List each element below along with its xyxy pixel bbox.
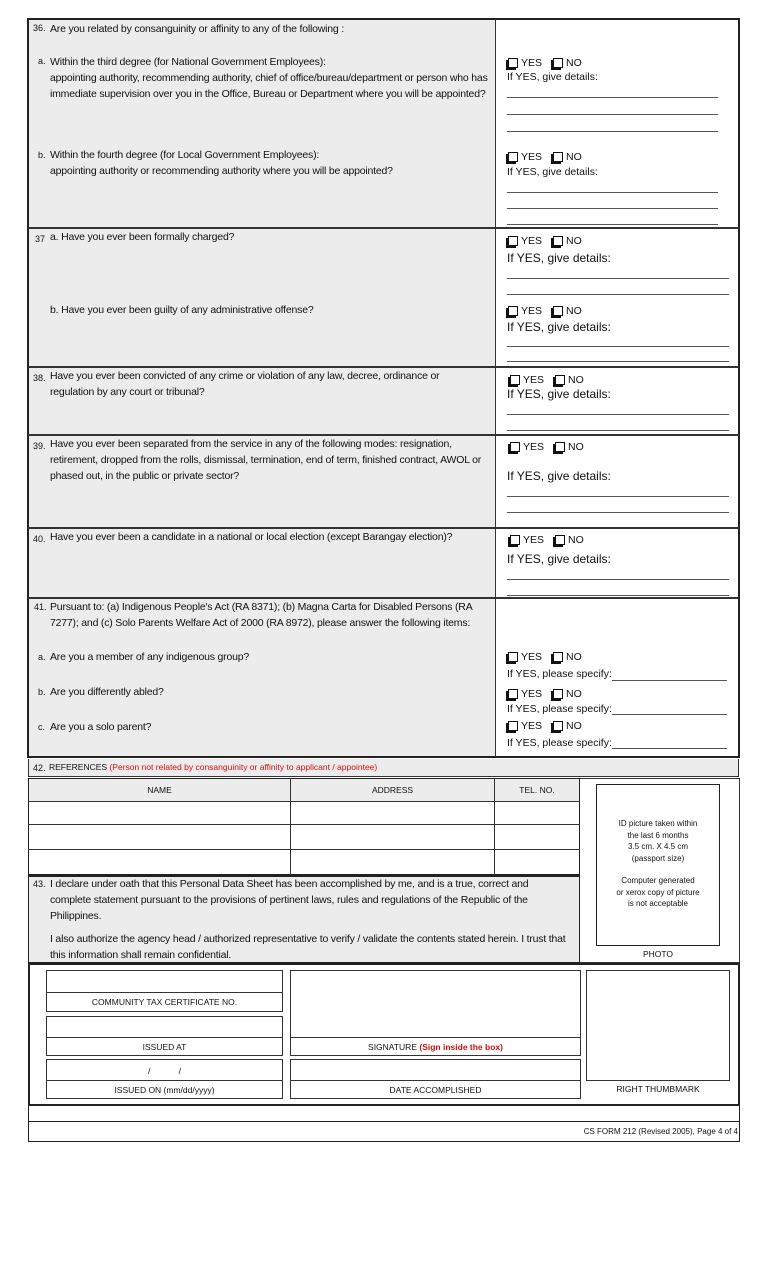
q43-number: 43.: [33, 879, 46, 889]
photo-line-1: ID picture taken within: [618, 819, 698, 828]
q38-details-line-1[interactable]: [507, 414, 729, 415]
ref-row-3-tel[interactable]: [495, 850, 579, 874]
date-accomplished-label: DATE ACCOMPLISHED: [389, 1085, 482, 1095]
yes-label: YES: [521, 305, 543, 317]
ctc-input-box[interactable]: [46, 970, 283, 993]
q41c-specify-label: If YES, please specify:: [507, 737, 612, 749]
no-label: NO: [566, 57, 582, 69]
no-label: NO: [566, 151, 582, 163]
q36a-details-line-2[interactable]: [507, 114, 718, 115]
q41c-letter: c.: [38, 722, 46, 732]
ref-col-address: ADDRESS: [371, 785, 414, 795]
no-label: NO: [566, 235, 582, 247]
q36b-yes-checkbox[interactable]: [508, 152, 518, 162]
q36a-no-checkbox[interactable]: [553, 58, 563, 68]
q38-no-checkbox[interactable]: [555, 375, 565, 385]
photo-line-5: Computer generated: [621, 876, 695, 885]
photo-line-6: or xerox copy of picture: [616, 887, 700, 897]
q41a-specify-label: If YES, please specify:: [507, 668, 612, 680]
q41b-no-checkbox[interactable]: [553, 689, 563, 699]
q40-yes-no: [508, 534, 584, 546]
photo-line-2: the last 6 months: [627, 830, 689, 840]
q36b-letter: b.: [38, 150, 46, 160]
date-accomplished-input-box[interactable]: [290, 1059, 581, 1081]
q40-yes-checkbox[interactable]: [510, 535, 520, 545]
photo-label: PHOTO: [642, 949, 674, 959]
q36b-details-line-1[interactable]: [507, 192, 718, 193]
q36a-details-line-3[interactable]: [507, 131, 718, 132]
yes-label: YES: [521, 720, 543, 732]
q41c-yes-no: [506, 720, 582, 732]
signature-box[interactable]: [290, 970, 581, 1038]
q39-no-checkbox[interactable]: [555, 442, 565, 452]
q36a-details-line-1[interactable]: [507, 97, 718, 98]
q41b-letter: b.: [38, 687, 46, 697]
q36b-details-line-3[interactable]: [507, 224, 718, 225]
issued-on-date-slashes: / /: [147, 1066, 182, 1076]
q42-title-text: REFERENCES: [49, 762, 108, 772]
q36-text: Are you related by consanguinity or affinity to any of the following :: [50, 23, 344, 35]
photo-line-3: 3.5 cm. X 4.5 cm: [627, 842, 689, 851]
signature-label-box: [290, 1037, 581, 1056]
q42-title: [49, 762, 377, 772]
q39-yes-no: [508, 441, 584, 453]
yes-label: YES: [521, 57, 543, 69]
q37a-yes-no: [506, 235, 582, 247]
q37b-yes-no: [506, 305, 582, 317]
q41a-specify-line[interactable]: [612, 680, 727, 681]
q41c-text: Are you a solo parent?: [50, 721, 152, 733]
q37b-details-line-1[interactable]: [507, 346, 729, 347]
q37b-no-checkbox[interactable]: [553, 306, 563, 316]
issued-at-label: ISSUED AT: [142, 1042, 187, 1052]
q40-details-line-1[interactable]: [507, 579, 729, 580]
photo-line-4: (passport size): [631, 853, 685, 863]
q36a-text: appointing authority, recommending authority, chief of office/bureau/department or person who has immediate supervision over you in the Office, Bureau or Department where you will be appointed?: [50, 72, 488, 100]
no-label: NO: [566, 720, 582, 732]
q37b-details-line-2[interactable]: [507, 361, 729, 362]
q38-yes-no: [508, 374, 584, 386]
ref-col-name: NAME: [147, 785, 172, 795]
q36b-details-label: If YES, give details:: [507, 166, 598, 178]
q37b-details-label: If YES, give details:: [507, 320, 611, 334]
q37a-yes-checkbox[interactable]: [508, 236, 518, 246]
no-label: NO: [566, 688, 582, 700]
q40-text: Have you ever been a candidate in a national or local election (except Barangay election)?: [50, 531, 453, 543]
q37a-no-checkbox[interactable]: [553, 236, 563, 246]
q41-text: Pursuant to: (a) Indigenous People's Act (RA 8371); (b) Magna Carta for Disabled Persons (RA 7277); and (c) Solo Parents Welfare Act of 2000 (RA 8972), please answer the following items:: [50, 601, 472, 629]
issued-on-label: ISSUED ON (mm/dd/yyyy): [114, 1085, 215, 1095]
yes-label: YES: [523, 374, 545, 386]
q40-details-label: If YES, give details:: [507, 552, 611, 566]
q38-text: Have you ever been convicted of any crime or violation of any law, decree, ordinance or regulation by any court or tribunal?: [50, 370, 440, 398]
q40-details-line-2[interactable]: [507, 595, 729, 596]
q41a-text: Are you a member of any indigenous group?: [50, 651, 250, 663]
form-footer-text: CS FORM 212 (Revised 2005), Page 4 of 4: [583, 1127, 738, 1136]
yes-label: YES: [521, 151, 543, 163]
q36b-title: Within the fourth degree (for Local Government Employees):: [50, 149, 320, 161]
q43-text-1: I declare under oath that this Personal Data Sheet has been accomplished by me, and is a true, correct and complete statement pursuant to the provisions of pertinent laws, rules and regulations of the Republic of the Philippines.: [50, 878, 529, 922]
q41b-text: Are you differently abled?: [50, 686, 164, 698]
q41c-yes-checkbox[interactable]: [508, 721, 518, 731]
ref-row-1-tel[interactable]: [495, 802, 579, 823]
q36b-text: appointing authority or recommending authority where you will be appointed?: [50, 165, 393, 177]
q36b-yes-no: [506, 151, 582, 163]
ref-row-3-address[interactable]: [291, 850, 493, 874]
q36a-letter: a.: [38, 56, 46, 66]
q41a-yes-no: [506, 651, 582, 663]
no-label: NO: [566, 305, 582, 317]
q38-details-line-2[interactable]: [507, 430, 729, 431]
q41c-specify-line[interactable]: [612, 748, 727, 749]
q38-number: 38.: [33, 373, 46, 383]
q41c-no-checkbox[interactable]: [553, 721, 563, 731]
yes-label: YES: [523, 441, 545, 453]
q37a-details-line-1[interactable]: [507, 278, 729, 279]
q37b-text: b. Have you ever been guilty of any administrative offense?: [50, 304, 314, 316]
signature-label-wrap: [368, 1042, 503, 1052]
signature-label: SIGNATURE: [368, 1042, 417, 1052]
q36a-yes-checkbox[interactable]: [508, 58, 518, 68]
date-accomplished-label-box: [290, 1080, 581, 1099]
ref-row-2-tel[interactable]: [495, 825, 579, 848]
q41a-no-checkbox[interactable]: [553, 652, 563, 662]
yes-label: YES: [521, 688, 543, 700]
no-label: NO: [568, 534, 584, 546]
footer-bar: [28, 1106, 740, 1122]
photo-instructions: [596, 818, 720, 910]
q43-text-2: I also authorize the agency head / authorized representative to verify / validate the contents stated herein. I trust that this information shall remain confidential.: [50, 933, 566, 961]
q36a-title: Within the third degree (for National Government Employees):: [50, 56, 326, 68]
q38-details-label: If YES, give details:: [507, 387, 611, 401]
signature-note: (Sign inside the box): [419, 1042, 503, 1052]
answer-column-divider: [495, 19, 496, 757]
q42-number: 42.: [33, 763, 46, 773]
q37a-details-line-2[interactable]: [507, 294, 729, 295]
q39-yes-checkbox[interactable]: [510, 442, 520, 452]
q37-number: 37: [35, 234, 46, 244]
q36b-no-checkbox[interactable]: [553, 152, 563, 162]
no-label: NO: [568, 441, 584, 453]
q39-details-line-1[interactable]: [507, 496, 729, 497]
q41-number: 41.: [34, 602, 47, 612]
ref-row-2-name[interactable]: [29, 825, 289, 848]
ref-row-1-name[interactable]: [29, 802, 289, 823]
q39-text: Have you ever been separated from the service in any of the following modes: resignation, retirement, dropped from the rolls, dismissal, termination, end of term, finished contract, AWOL or phased out, in the public or private sector?: [50, 438, 482, 482]
issued-at-input-box[interactable]: [46, 1016, 283, 1038]
ref-row-2-address[interactable]: [291, 825, 493, 848]
q41b-yes-checkbox[interactable]: [508, 689, 518, 699]
q40-no-checkbox[interactable]: [555, 535, 565, 545]
no-label: NO: [568, 374, 584, 386]
q39-details-line-2[interactable]: [507, 512, 729, 513]
yes-label: YES: [523, 534, 545, 546]
ctc-label: COMMUNITY TAX CERTIFICATE NO.: [91, 997, 238, 1007]
ref-row-3-name[interactable]: [29, 850, 289, 874]
q36a-details-label: If YES, give details:: [507, 71, 598, 83]
q42-note: (Person not related by consanguinity or affinity to applicant / appointee): [109, 762, 378, 772]
q39-number: 39.: [33, 441, 46, 451]
q39-details-label: If YES, give details:: [507, 469, 611, 483]
yes-label: YES: [521, 651, 543, 663]
q40-number: 40.: [33, 534, 46, 544]
q41a-letter: a.: [38, 652, 46, 662]
yes-label: YES: [521, 235, 543, 247]
issued-at-label-box: [46, 1037, 283, 1056]
photo-line-7: is not acceptable: [627, 899, 689, 908]
q37a-details-label: If YES, give details:: [507, 251, 611, 265]
q41b-yes-no: [506, 688, 582, 700]
ctc-label-box: [46, 992, 283, 1012]
issued-on-label-box: [46, 1080, 283, 1099]
q38-yes-checkbox[interactable]: [510, 375, 520, 385]
q37a-text: a. Have you ever been formally charged?: [50, 231, 235, 243]
q37b-yes-checkbox[interactable]: [508, 306, 518, 316]
ref-row-1-address[interactable]: [291, 802, 493, 823]
q36b-details-line-2[interactable]: [507, 208, 718, 209]
q41b-specify-line[interactable]: [612, 714, 727, 715]
q36-number: 36.: [33, 23, 46, 33]
q41a-yes-checkbox[interactable]: [508, 652, 518, 662]
thumbmark-label: RIGHT THUMBMARK: [616, 1084, 700, 1094]
q36a-yes-no: [506, 57, 582, 69]
thumbmark-box[interactable]: [586, 970, 730, 1081]
ref-col-tel: TEL. NO.: [519, 785, 555, 795]
issued-on-input-box[interactable]: [46, 1059, 283, 1081]
q41b-specify-label: If YES, please specify:: [507, 703, 612, 715]
no-label: NO: [566, 651, 582, 663]
